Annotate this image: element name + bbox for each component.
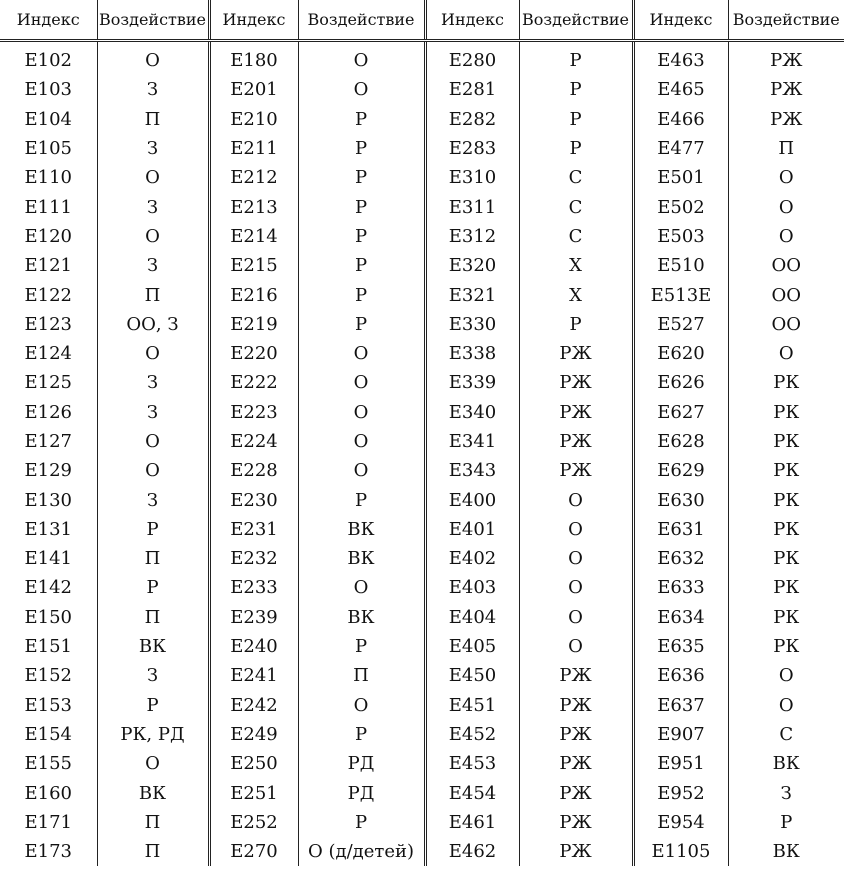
index-cell: E450 <box>425 661 519 690</box>
index-cell: E632 <box>633 544 728 573</box>
index-cell: E127 <box>24 431 72 452</box>
index-cell: E110 <box>24 167 72 189</box>
table-row <box>0 691 844 720</box>
header-effect: Воздействие <box>519 0 633 41</box>
effect-cell: РЖ <box>519 808 633 837</box>
effect-cell: С <box>519 163 633 192</box>
effect-cell: РЖ <box>728 75 844 104</box>
index-cell: E501 <box>633 163 728 192</box>
index-cell: E212 <box>209 163 298 192</box>
effect-cell: РЖ <box>728 105 844 134</box>
index-cell: E628 <box>633 427 728 456</box>
index-cell: E231 <box>209 515 298 544</box>
index-cell: E250 <box>209 749 298 778</box>
effect-cell: РК <box>728 398 844 427</box>
effect-cell: Р <box>97 573 209 602</box>
index-cell: E155 <box>24 753 72 775</box>
effect-cell: О <box>298 691 425 720</box>
index-cell: E214 <box>209 222 298 251</box>
effect-cell: РЖ <box>519 398 633 427</box>
index-cell: E270 <box>209 837 298 866</box>
effect-cell: РК <box>728 573 844 602</box>
index-cell: E160 <box>24 782 72 804</box>
effect-cell: Р <box>519 75 633 104</box>
effect-cell: О <box>519 632 633 661</box>
effect-cell: РК <box>728 368 844 397</box>
effect-cell: О <box>97 456 209 485</box>
effect-cell: Р <box>298 222 425 251</box>
effect-cell: Р <box>298 192 425 221</box>
effect-cell: РЖ <box>519 749 633 778</box>
index-cell: E152 <box>24 665 72 687</box>
effect-cell: О <box>97 427 209 456</box>
index-cell: E131 <box>24 518 72 540</box>
index-cell: E252 <box>209 808 298 837</box>
table-row <box>0 837 844 866</box>
table-row <box>0 398 844 427</box>
index-cell: E636 <box>633 661 728 690</box>
effect-cell: ВК <box>298 544 425 573</box>
table-row <box>0 339 844 368</box>
index-cell: E320 <box>425 251 519 280</box>
effect-cell: Р <box>519 134 633 163</box>
index-cell: E233 <box>209 573 298 602</box>
header-effect: Воздействие <box>97 0 209 41</box>
effect-cell: З <box>97 368 209 397</box>
effect-cell: З <box>97 398 209 427</box>
table-row <box>0 485 844 514</box>
index-cell: E630 <box>633 485 728 514</box>
effect-cell: С <box>519 222 633 251</box>
effect-cell: РК <box>728 544 844 573</box>
effect-cell: Р <box>519 41 633 76</box>
effect-cell: П <box>97 280 209 309</box>
index-cell: E527 <box>633 310 728 339</box>
index-cell: E239 <box>209 603 298 632</box>
effect-cell: О <box>298 573 425 602</box>
effect-cell: О <box>298 427 425 456</box>
header-index: Индекс <box>425 0 519 41</box>
effect-cell: З <box>97 134 209 163</box>
index-cell: E241 <box>209 661 298 690</box>
effect-cell: ОО <box>728 310 844 339</box>
index-cell: E111 <box>24 196 72 218</box>
index-cell: E280 <box>425 41 519 76</box>
index-cell: E201 <box>209 75 298 104</box>
table-body <box>0 41 844 867</box>
index-cell: E629 <box>633 456 728 485</box>
table-row <box>0 573 844 602</box>
effect-cell: П <box>97 544 209 573</box>
index-cell: E240 <box>209 632 298 661</box>
effect-cell: РЖ <box>519 368 633 397</box>
index-cell: E404 <box>425 603 519 632</box>
index-cell: E951 <box>633 749 728 778</box>
header-effect: Воздействие <box>728 0 844 41</box>
index-cell: E223 <box>209 398 298 427</box>
effect-cell: ОО, З <box>97 310 209 339</box>
effect-cell: О <box>728 691 844 720</box>
effect-cell: ОО <box>728 251 844 280</box>
effect-cell: Р <box>519 310 633 339</box>
index-cell: E339 <box>425 368 519 397</box>
index-cell: E281 <box>425 75 519 104</box>
effect-cell: О <box>728 163 844 192</box>
index-cell: E122 <box>24 284 72 306</box>
table-row <box>0 544 844 573</box>
index-cell: E402 <box>425 544 519 573</box>
effect-cell: О (д/детей) <box>298 837 425 866</box>
effect-cell: О <box>298 339 425 368</box>
index-cell: E637 <box>633 691 728 720</box>
index-cell: E130 <box>24 489 72 511</box>
table-row <box>0 105 844 134</box>
effect-cell: Р <box>298 485 425 514</box>
index-cell: E103 <box>24 79 72 101</box>
index-cell: E129 <box>24 460 72 482</box>
effect-cell: РД <box>298 749 425 778</box>
effect-cell: Р <box>298 251 425 280</box>
effect-cell: Р <box>298 280 425 309</box>
effect-cell: РЖ <box>519 427 633 456</box>
index-cell: E228 <box>209 456 298 485</box>
effect-cell: З <box>97 485 209 514</box>
index-cell: E502 <box>633 192 728 221</box>
index-cell: E126 <box>24 401 72 423</box>
effect-cell: РД <box>298 778 425 807</box>
index-cell: E312 <box>425 222 519 251</box>
table-row <box>0 251 844 280</box>
effect-cell: О <box>728 661 844 690</box>
effect-cell: О <box>519 544 633 573</box>
index-cell: E213 <box>209 192 298 221</box>
effect-cell: Р <box>519 105 633 134</box>
index-cell: E633 <box>633 573 728 602</box>
effect-cell: О <box>519 573 633 602</box>
table-row <box>0 280 844 309</box>
index-cell: E124 <box>24 343 72 365</box>
index-cell: E343 <box>425 456 519 485</box>
effect-cell: О <box>97 222 209 251</box>
index-cell: E141 <box>24 548 72 570</box>
effect-cell: С <box>728 720 844 749</box>
index-cell: E102 <box>24 50 72 72</box>
table-row <box>0 368 844 397</box>
effect-cell: П <box>97 837 209 866</box>
effect-cell: РЖ <box>728 41 844 76</box>
effect-cell: О <box>728 339 844 368</box>
index-cell: E1105 <box>633 837 728 866</box>
effect-cell: П <box>728 134 844 163</box>
index-cell: E631 <box>633 515 728 544</box>
effect-cell: ВК <box>728 837 844 866</box>
effect-cell: Р <box>298 105 425 134</box>
index-cell: E503 <box>633 222 728 251</box>
index-cell: E341 <box>425 427 519 456</box>
effect-cell: О <box>298 398 425 427</box>
effect-cell: ВК <box>298 515 425 544</box>
effect-cell: ВК <box>97 778 209 807</box>
table-row <box>0 778 844 807</box>
index-cell: E954 <box>633 808 728 837</box>
index-cell: E311 <box>425 192 519 221</box>
effect-cell: Х <box>519 280 633 309</box>
index-cell: E462 <box>425 837 519 866</box>
index-cell: E105 <box>24 138 72 160</box>
index-cell: E340 <box>425 398 519 427</box>
index-cell: E215 <box>209 251 298 280</box>
index-cell: E224 <box>209 427 298 456</box>
effect-cell: Р <box>298 808 425 837</box>
table-row <box>0 603 844 632</box>
table-row <box>0 515 844 544</box>
index-cell: E453 <box>425 749 519 778</box>
index-cell: E465 <box>633 75 728 104</box>
effect-cell: О <box>97 163 209 192</box>
effect-cell: О <box>519 485 633 514</box>
index-cell: E620 <box>633 339 728 368</box>
effect-cell: Р <box>298 720 425 749</box>
index-cell: E461 <box>425 808 519 837</box>
index-cell: E104 <box>24 108 72 130</box>
effect-cell: З <box>97 251 209 280</box>
effect-cell: РЖ <box>519 339 633 368</box>
index-cell: E180 <box>209 41 298 76</box>
effect-cell: ОО <box>728 280 844 309</box>
effect-cell: З <box>728 778 844 807</box>
effect-cell: РЖ <box>519 837 633 866</box>
effect-cell: РЖ <box>519 720 633 749</box>
header-index: Индекс <box>209 0 298 41</box>
index-cell: E907 <box>633 720 728 749</box>
effect-cell: РК, РД <box>97 720 209 749</box>
table-row <box>0 134 844 163</box>
effect-cell: РК <box>728 485 844 514</box>
index-cell: E626 <box>633 368 728 397</box>
effect-cell: РК <box>728 632 844 661</box>
effect-cell: РК <box>728 456 844 485</box>
effect-cell: О <box>298 456 425 485</box>
effect-cell: Р <box>298 632 425 661</box>
effect-cell: О <box>97 41 209 76</box>
header-effect: Воздействие <box>298 0 425 41</box>
effect-cell: ВК <box>97 632 209 661</box>
effect-cell: З <box>97 661 209 690</box>
effect-cell: Р <box>97 691 209 720</box>
effect-cell: О <box>519 603 633 632</box>
effect-cell: П <box>97 105 209 134</box>
effect-cell: РЖ <box>519 691 633 720</box>
effect-cell: З <box>97 75 209 104</box>
index-cell: E151 <box>24 636 72 658</box>
effect-cell: О <box>519 515 633 544</box>
index-cell: E232 <box>209 544 298 573</box>
index-cell: E451 <box>425 691 519 720</box>
effect-cell: С <box>519 192 633 221</box>
index-cell: E466 <box>633 105 728 134</box>
index-cell: E120 <box>24 225 72 247</box>
index-cell: E216 <box>209 280 298 309</box>
table-row <box>0 163 844 192</box>
effect-cell: ВК <box>728 749 844 778</box>
index-cell: E403 <box>425 573 519 602</box>
index-cell: E210 <box>209 105 298 134</box>
index-cell: E121 <box>24 255 72 277</box>
effect-cell: Р <box>298 310 425 339</box>
index-cell: E338 <box>425 339 519 368</box>
effect-cell: Р <box>298 134 425 163</box>
effect-cell: ВК <box>298 603 425 632</box>
table-row <box>0 456 844 485</box>
table-header-row <box>0 0 844 41</box>
table-row <box>0 75 844 104</box>
index-cell: E321 <box>425 280 519 309</box>
header-index: Индекс <box>633 0 728 41</box>
effect-cell: О <box>728 192 844 221</box>
index-cell: E154 <box>24 723 72 745</box>
index-cell: E220 <box>209 339 298 368</box>
table-row <box>0 222 844 251</box>
index-cell: E510 <box>633 251 728 280</box>
index-cell: E123 <box>24 313 72 335</box>
effect-cell: О <box>97 339 209 368</box>
effect-cell: Р <box>97 515 209 544</box>
index-cell: E230 <box>209 485 298 514</box>
effect-cell: О <box>298 75 425 104</box>
effect-cell: П <box>97 603 209 632</box>
index-cell: E401 <box>425 515 519 544</box>
index-cell: E405 <box>425 632 519 661</box>
effect-cell: Р <box>728 808 844 837</box>
effect-cell: РК <box>728 603 844 632</box>
effect-cell: П <box>97 808 209 837</box>
table-row <box>0 808 844 837</box>
table-row <box>0 749 844 778</box>
index-cell: E463 <box>633 41 728 76</box>
table-row <box>0 310 844 339</box>
index-cell: E153 <box>24 694 72 716</box>
index-cell: E452 <box>425 720 519 749</box>
header-index: Индекс <box>0 0 97 41</box>
effect-cell: РЖ <box>519 778 633 807</box>
index-cell: E635 <box>633 632 728 661</box>
index-cell: E242 <box>209 691 298 720</box>
effect-cell: РЖ <box>519 456 633 485</box>
effect-cell: О <box>298 368 425 397</box>
index-cell: E952 <box>633 778 728 807</box>
index-cell: E310 <box>425 163 519 192</box>
table-row <box>0 661 844 690</box>
index-cell: E454 <box>425 778 519 807</box>
index-cell: E400 <box>425 485 519 514</box>
index-cell: E125 <box>24 372 72 394</box>
index-cell: E249 <box>209 720 298 749</box>
effect-cell: Р <box>298 163 425 192</box>
effect-cell: РЖ <box>519 661 633 690</box>
index-cell: E219 <box>209 310 298 339</box>
index-cell: E634 <box>633 603 728 632</box>
index-cell: E283 <box>425 134 519 163</box>
index-cell: E222 <box>209 368 298 397</box>
index-cell: E477 <box>633 134 728 163</box>
effect-cell: Х <box>519 251 633 280</box>
index-cell: E282 <box>425 105 519 134</box>
effect-cell: О <box>97 749 209 778</box>
index-cell: E171 <box>24 811 72 833</box>
index-cell: E150 <box>24 606 72 628</box>
index-cell: E513E <box>633 280 728 309</box>
effect-cell: О <box>728 222 844 251</box>
effect-cell: РК <box>728 515 844 544</box>
index-cell: E251 <box>209 778 298 807</box>
effect-cell: З <box>97 192 209 221</box>
index-cell: E142 <box>24 577 72 599</box>
effect-cell: О <box>298 41 425 76</box>
index-cell: E173 <box>24 841 72 863</box>
index-cell: E330 <box>425 310 519 339</box>
table-row <box>0 41 844 76</box>
table-row <box>0 192 844 221</box>
effect-cell: РК <box>728 427 844 456</box>
effect-cell: П <box>298 661 425 690</box>
index-cell: E211 <box>209 134 298 163</box>
table-row <box>0 720 844 749</box>
table-row <box>0 427 844 456</box>
table-row <box>0 632 844 661</box>
index-cell: E627 <box>633 398 728 427</box>
